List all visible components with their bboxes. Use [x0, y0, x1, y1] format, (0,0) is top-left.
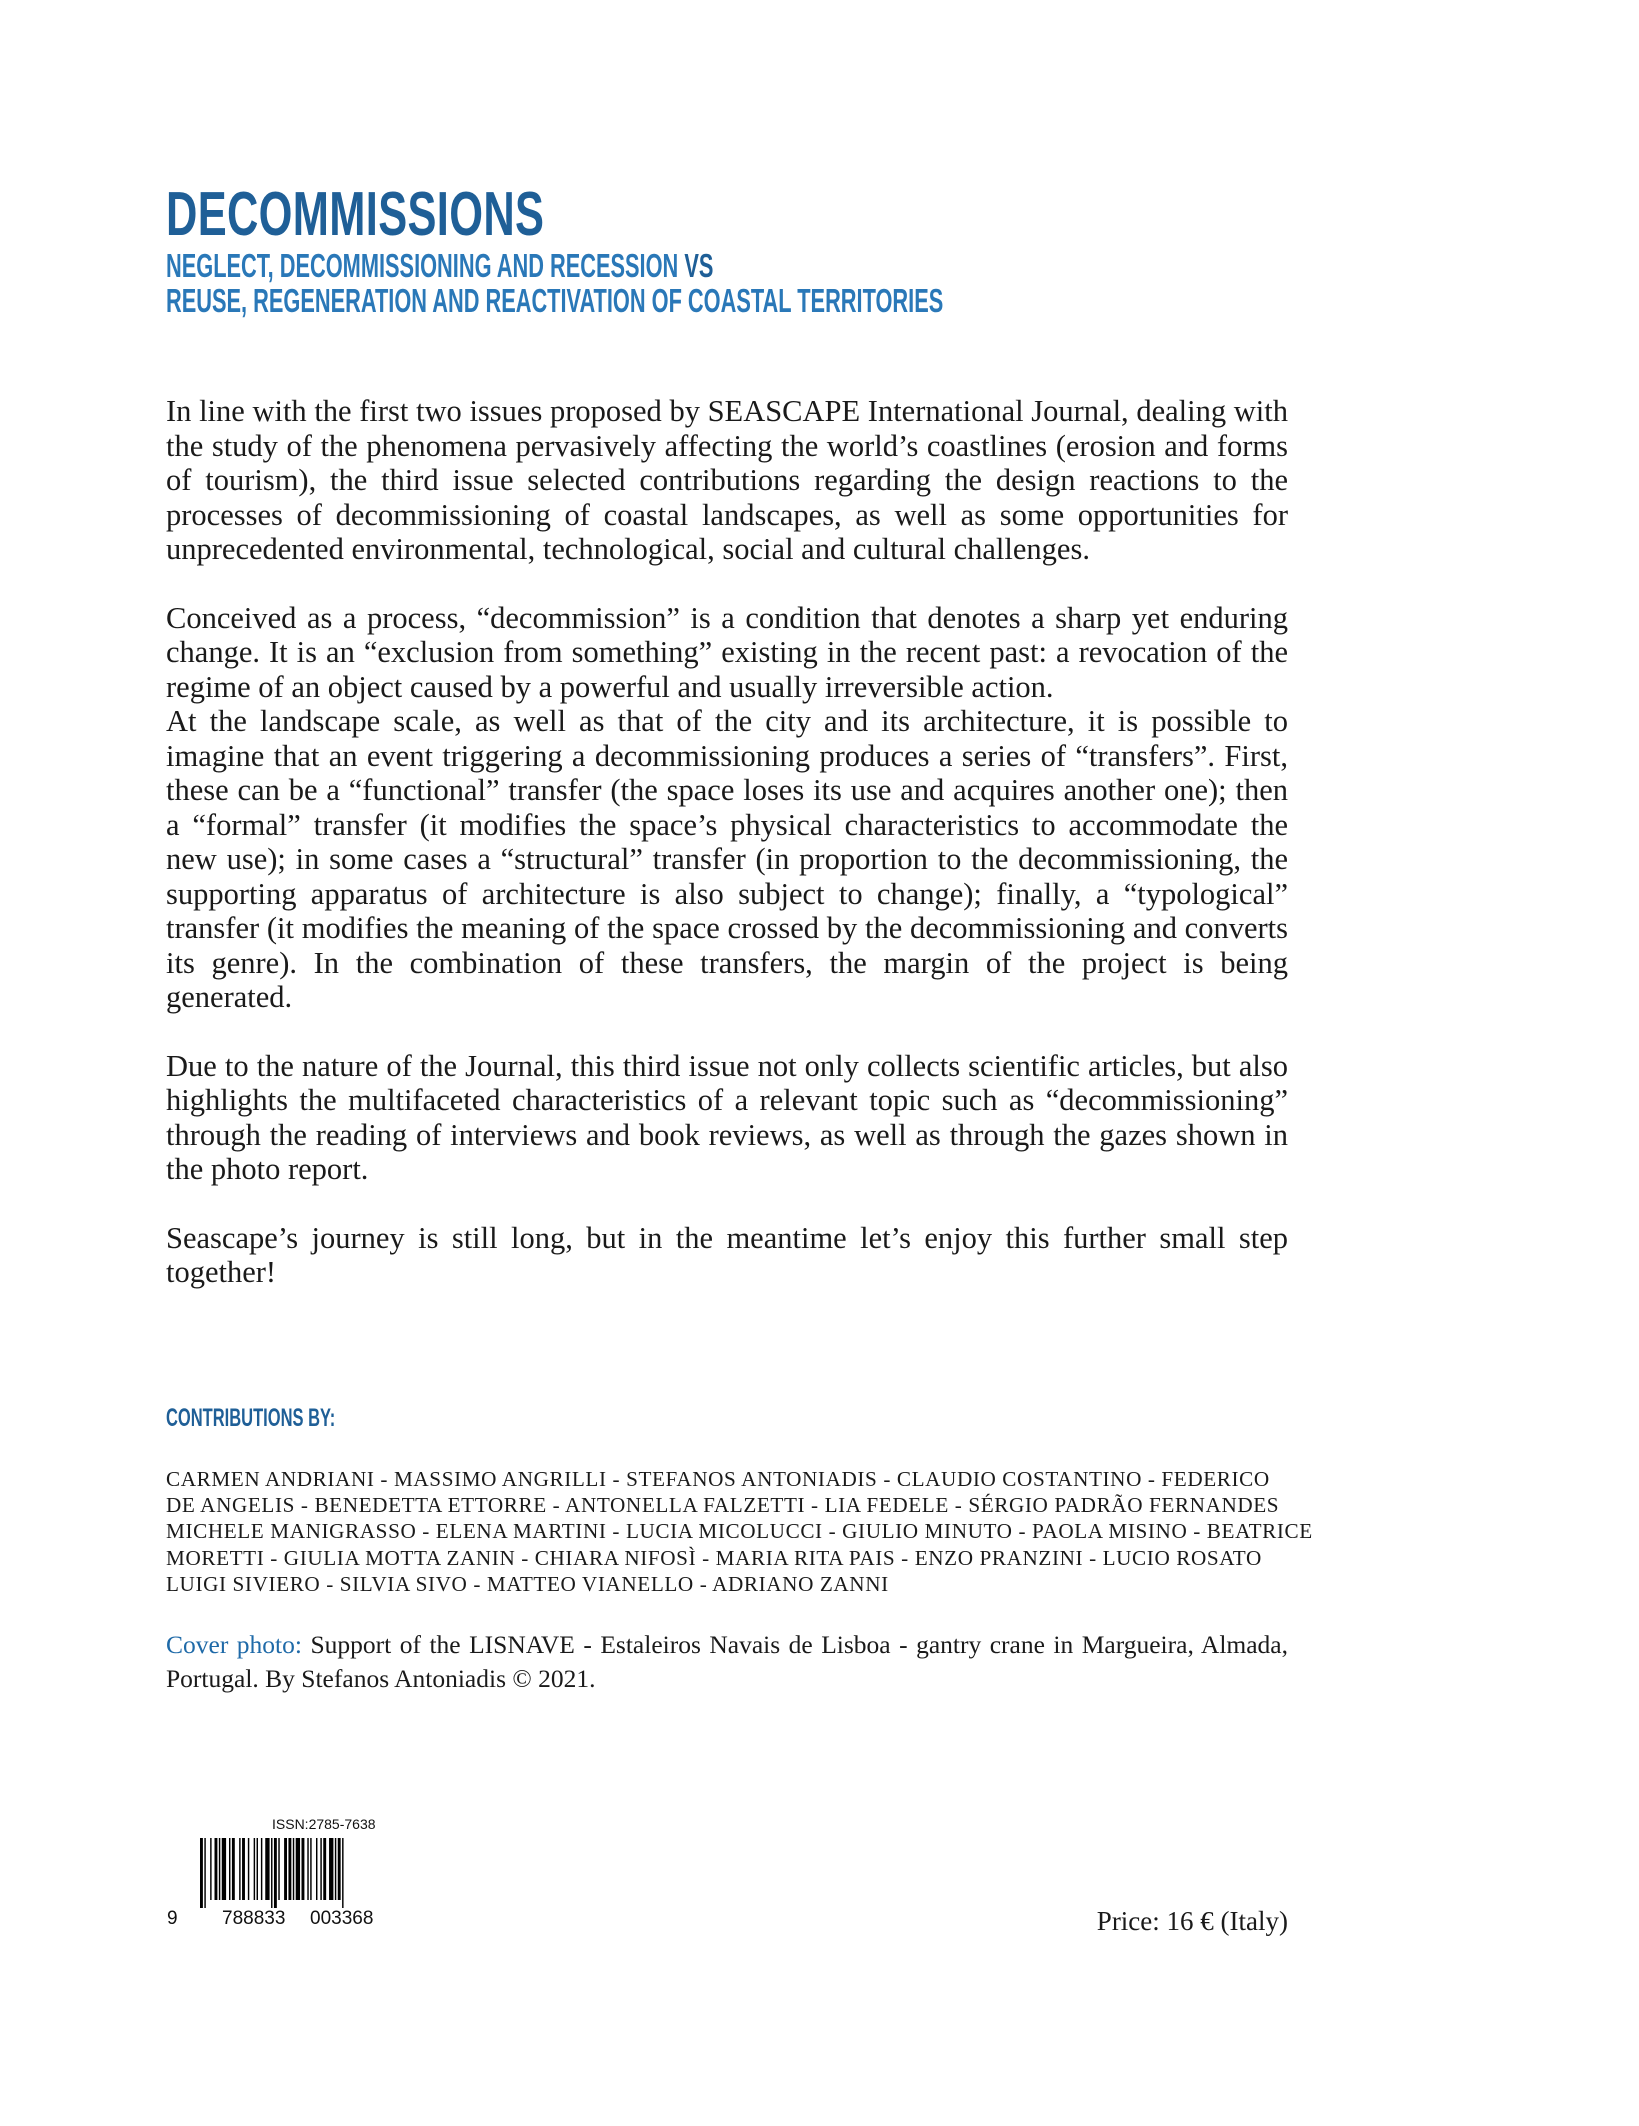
- barcode-bar: [222, 1838, 226, 1900]
- barcode-bar: [320, 1838, 321, 1900]
- paragraph-closing: Seascape’s journey is still long, but in the meantime let’s enjoy this further small step together!: [166, 1220, 1288, 1289]
- barcode-bar: [329, 1838, 333, 1900]
- title-block: [166, 182, 1366, 318]
- barcode-bar: [200, 1838, 203, 1908]
- barcode-bar: [204, 1838, 205, 1908]
- barcode-bar: [210, 1838, 211, 1900]
- contributors-line: [166, 1571, 1288, 1597]
- barcode-bar: [288, 1838, 291, 1900]
- barcode-block: [167, 1816, 390, 1929]
- cover-photo-text: Support of the LISNAVE - Estaleiros Navais de Lisboa - gantry crane in Margueira, Almada, Portugal. By Stefanos Antoniadis © 2021.: [166, 1630, 1288, 1693]
- barcode-bar: [215, 1838, 218, 1900]
- contributors-line-text: MICHELE MANIGRASSO - ELENA MARTINI - LUCIA MICOLUCCI - GIULIO MINUTO - PAOLA MISINO - BEATRICE: [166, 1519, 1313, 1544]
- paragraph-decommission-definition: Conceived as a process, “decommission” is a condition that denotes a sharp yet enduring change. It is an “exclusion from something” existing in the recent past: a revocation of the regime of an object caused by a powerful and usually irreversible action.: [166, 600, 1288, 704]
- barcode-bar: [232, 1838, 235, 1900]
- subtitle-line-1: [166, 248, 958, 283]
- paragraph-intro: In line with the first two issues proposed by SEASCAPE International Journal, dealing with the study of the phenomena pervasively affecting the world’s coastlines (erosion and forms of tourism), the third issue selected contributions regarding the design reactions to the processes of decommissioning of coastal landscapes, as well as some opportunities for unprecedented environmental, technological, social and cultural challenges.: [166, 394, 1288, 566]
- barcode-bar: [257, 1838, 258, 1900]
- barcode-bar: [219, 1838, 220, 1900]
- body-text: [166, 394, 1288, 1290]
- contributors-line-text: MORETTI - GIULIA MOTTA ZANIN - CHIARA NIFOSÌ - MARIA RITA PAIS - ENZO PRANZINI - LUCIO ROSATO: [166, 1545, 1262, 1570]
- barcode-bar: [248, 1838, 249, 1900]
- issn-label: ISSN:2785-7638: [272, 1816, 376, 1832]
- barcode-bar: [239, 1838, 240, 1900]
- contributors-line: [166, 1466, 1288, 1492]
- barcode-bar: [302, 1838, 305, 1900]
- main-title: DECOMMISSIONS: [166, 180, 545, 249]
- barcode-digit-lead: 9: [167, 1908, 178, 1929]
- barcode-bar: [338, 1838, 341, 1900]
- contributions-heading: CONTRIBUTIONS BY:: [166, 1404, 336, 1432]
- barcode-bar: [278, 1838, 279, 1900]
- contributors-list: [166, 1466, 1313, 1597]
- contributors-line: [166, 1492, 1288, 1518]
- barcode-bar: [284, 1838, 287, 1900]
- price-label: Price: 16 € (Italy): [1096, 1906, 1288, 1936]
- contributors-line: [166, 1518, 1313, 1544]
- barcode-bar: [261, 1838, 262, 1900]
- barcode-bar: [229, 1838, 230, 1900]
- barcode-bar: [296, 1838, 300, 1900]
- subtitle-line-2: REUSE, REGENERATION AND REACTIVATION OF COASTAL TERRITORIES: [166, 282, 944, 319]
- contributors-line-text: CARMEN ANDRIANI - MASSIMO ANGRILLI - STEFANOS ANTONIADIS - CLAUDIO COSTANTINO - FEDERICO: [166, 1467, 1270, 1491]
- subtitle-vs: VS: [684, 247, 714, 284]
- barcode-bar: [254, 1838, 255, 1900]
- paragraph-journal-nature: Due to the nature of the Journal, this third issue not only collects scientific articles, but also highlights the multifaceted characteristics of a relevant topic such as “decommissioning” through the reading of interviews and book reviews, as well as through the gazes shown in the photo report.: [166, 1048, 1288, 1186]
- paragraph-transfers: At the landscape scale, as well as that of the city and its architecture, it is possible to imagine that an event triggering a decommissioning produces a series of “transfers”. First, these can be a “functional” transfer (the space loses its use and acquires another one); then a “formal” transfer (it modifies the space’s physical characteristics to accommodate the new use); in some cases a “structural” transfer (in proportion to the decommissioning, the supporting apparatus of architecture is also subject to change); finally, a “typological” transfer (it modifies the meaning of the space crossed by the decommissioning and converts its genre). In the combination of these transfers, the margin of the project is being generated.: [166, 704, 1288, 1014]
- barcode-bar: [310, 1838, 311, 1900]
- barcode-image: [200, 1838, 390, 1908]
- subtitle-neglect: NEGLECT, DECOMMISSIONING AND RECESSION: [166, 247, 679, 284]
- barcode-bar: [307, 1838, 308, 1900]
- barcode-bar: [342, 1838, 343, 1908]
- cover-photo-credit: [166, 1628, 1288, 1696]
- barcode-bar: [274, 1838, 277, 1908]
- contributors-line-text: LUIGI SIVIERO - SILVIA SIVO - MATTEO VIANELLO - ADRIANO ZANNI: [166, 1571, 889, 1596]
- barcode-bar: [316, 1838, 317, 1900]
- contributors-line-text: DE ANGELIS - BENEDETTA ETTORRE - ANTONELLA FALZETTI - LIA FEDELE - SÉRGIO PADRÃO FERNANDES: [166, 1493, 1280, 1518]
- barcode-bar: [293, 1838, 294, 1900]
- cover-photo-label: Cover photo:: [166, 1630, 302, 1659]
- barcode-bar: [323, 1838, 326, 1900]
- barcode-bar: [335, 1838, 336, 1900]
- contributors-line: [166, 1545, 1288, 1571]
- barcode-bar: [242, 1838, 245, 1900]
- barcode-digits-group-1: 788833: [222, 1908, 286, 1929]
- barcode-bar: [271, 1838, 272, 1908]
- barcode-bar: [265, 1838, 269, 1900]
- barcode-digits-group-2: 003368: [310, 1908, 374, 1929]
